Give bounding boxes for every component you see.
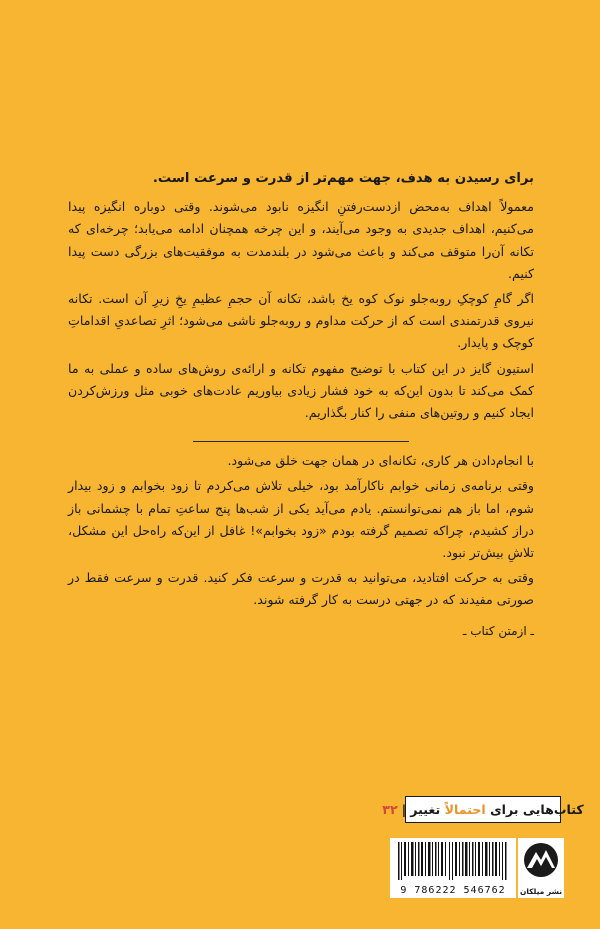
series-suffix: تغییر	[410, 802, 441, 817]
series-prefix: کتاب‌هایی برای	[490, 802, 584, 817]
series-label	[382, 796, 584, 823]
excerpt-paragraph: با انجام‌دادن هر کاری، تکانه‌ای در همان جهت خلق می‌شود.	[227, 453, 534, 469]
excerpt-paragraph: وقتی برنامه‌ی زمانی خوابم ناکارآمد بود، خیلی تلاش می‌کردم تا زود بخوابم و زود بیدار شوم، اما باز هم نمی‌توانستم. یادم می‌آید یکی از شب‌ها پنج ساعتِ تمام با چشمانی باز دراز کشیدم، چراکه تصمیم گرفته بودم «زود بخوابم»! غافل از این‌که راه‌حل این مشکل، تلاشِ بیش‌تر نبود.	[68, 478, 534, 561]
isbn-number: 9 786222 546762	[400, 885, 506, 896]
barcode-icon	[390, 838, 516, 882]
series-highlight: احتمالاً	[444, 802, 486, 817]
publisher-logo	[518, 838, 564, 898]
headline: برای رسیدن به هدف، جهت مهم‌تر از قدرت و سرعت است.	[152, 171, 534, 186]
series-number: ۳۲	[382, 802, 398, 817]
series-separator: |	[401, 802, 407, 817]
blurb-paragraph: استیون گایز در این کتاب با توضیح مفهوم تکانه و ارائه‌ی روش‌های ساده و عملی به ما کمک می‌کند تا بدون این‌که به خود فشار زیادی بیاوریم عادت‌های خوبی مثل ورزش‌کردن ایجاد کنیم و روتین‌های منفی را کنار بگذاریم.	[68, 360, 534, 421]
mountain-logo-icon	[518, 838, 564, 884]
excerpt-paragraph: وقتی به حرکت افتادید، می‌توانید به قدرت و سرعت فکر کنید. قدرت و سرعت فقط در صورتی مفیدند که در جهتی درست به کار گرفته شوند.	[68, 570, 534, 608]
blurb-paragraph: اگر گامِ کوچکِ رو‌به‌جلو نوک کوه یخ باشد، تکانه آن حجمِ عظیمِ یخِ زیرِ آن است. تکانه نیروی قدرتمندی است که از حرکت مداوم و رو‌به‌جلو ناشی می‌شود؛ اثرِ تصاعدیِ اقداماتِ کوچک و پایدار.	[68, 291, 534, 351]
source-note: ـ ازمتن کتاب ـ	[462, 623, 534, 638]
section-divider	[193, 441, 409, 442]
barcode	[390, 838, 516, 898]
blurb-paragraph: معمولاً اهداف به‌محض ازدست‌رفتنِ انگیزه نابود می‌شوند. وقتی دوباره انگیزه پیدا می‌کنیم، اهداف جدیدی به وجود می‌آیند، و این چرخه همچنان ادامه می‌یابد؛ چرخه‌ای که تکانه آن‌را متوقف می‌کند و باعث می‌شود در بلندمدت به موفقیت‌های بزرگی دست پیدا کنیم.	[68, 199, 534, 281]
blurb-text-block	[68, 168, 534, 654]
publisher-name: نشر میلکان	[519, 887, 563, 896]
